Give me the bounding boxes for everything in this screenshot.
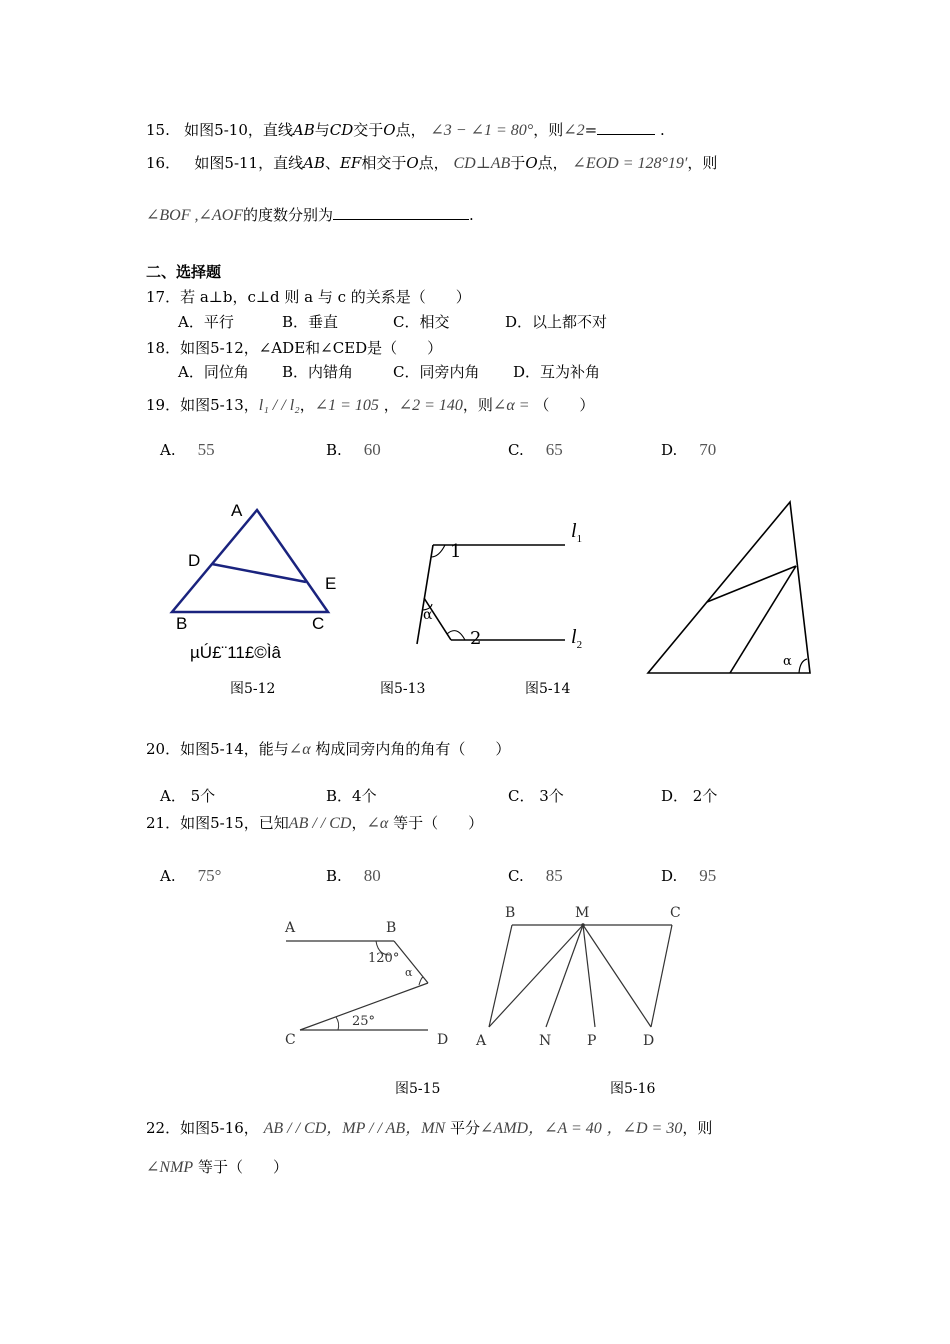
fig514-alpha: α (783, 654, 792, 669)
q21-option-b[interactable]: B. 80 (326, 866, 381, 885)
q17-option-d[interactable]: D．以上都不对 (505, 313, 608, 331)
fig516-a: A (476, 1033, 487, 1049)
fig513-caption: 图5-13 (380, 681, 426, 697)
question-16-line2: ∠BOF ,∠AOF的度数分别为 . (146, 206, 474, 224)
question-16: 16． 如图5-11，直线AB、EF相交于O点， CD⊥AB于O点， ∠EOD = 128°19′，则 (146, 154, 718, 172)
fig516-caption: 图5-16 (610, 1081, 656, 1097)
question-15: 15. 如图5-10，直线AB与CD交于O点， ∠3 − ∠1 = 80°，则∠2= . (146, 121, 665, 139)
segment-de (212, 564, 306, 582)
fig513-l1: $l_1$ (571, 520, 583, 545)
q21-option-d[interactable]: D. 95 (661, 866, 717, 885)
fig512-garbled-label: µÚ£¨11£©Ìâ (190, 643, 281, 662)
figure-5-15 (280, 935, 450, 1055)
fig516-d: D (643, 1033, 655, 1049)
question-19: 19．如图5-13，l₁ / / l₂，∠1 = 105 ，∠2 = 140，则∠α = （ ） (146, 396, 595, 414)
fig513-angle1: 1 (450, 541, 462, 562)
fig512-label-a: A (231, 501, 243, 520)
fig512-label-e: E (325, 574, 337, 593)
question-17: 17．若 a⊥b，c⊥d 则 a 与 c 的关系是（ ） (146, 288, 471, 306)
answer-blank-16[interactable] (333, 205, 469, 220)
fig512-label-c: C (312, 614, 325, 633)
q20-option-b[interactable]: B．4个 (326, 787, 377, 805)
q19-option-d[interactable]: D. 70 (661, 440, 717, 459)
fig516-n: N (539, 1033, 552, 1049)
fig513-angle2: 2 (470, 628, 482, 649)
q21-option-a[interactable]: A. 75° (160, 866, 222, 885)
question-18: 18．如图5-12，∠ADE和∠CED是（ ） (146, 339, 443, 357)
fig516-b: B (505, 905, 516, 921)
q17-option-c[interactable]: C．相交 (393, 313, 450, 331)
q19-option-c[interactable]: C. 65 (508, 440, 563, 459)
q21-option-c[interactable]: C. 85 (508, 866, 563, 885)
fig512-label-b: B (176, 614, 188, 633)
question-22-line2: ∠NMP 等于（ ） (146, 1158, 288, 1176)
q18-option-c[interactable]: C．同旁内角 (393, 363, 480, 381)
q20-option-a[interactable]: A． 5个 (160, 787, 216, 805)
question-22: 22．如图5-16， AB / / CD，MP / / AB，MN 平分∠AMD，∠A = 40 ，∠D = 30，则 (146, 1119, 713, 1137)
q20-option-d[interactable]: D． 2个 (661, 787, 718, 805)
fig516-p: P (587, 1033, 597, 1049)
fig514-caption: 图5-14 (525, 681, 571, 697)
figure-5-13 (410, 530, 590, 670)
question-20: 20．如图5-14，能与∠α 构成同旁内角的角有（ ） (146, 740, 511, 758)
fig515-angle25: 25° (352, 1014, 376, 1029)
q20-option-c[interactable]: C． 3个 (508, 787, 564, 805)
q19-option-b[interactable]: B. 60 (326, 440, 381, 459)
q18-option-b[interactable]: B．内错角 (282, 363, 354, 381)
fig516-c: C (670, 905, 681, 921)
q19-option-a[interactable]: A. 55 (160, 440, 215, 459)
figure-5-14 (640, 494, 820, 684)
question-21: 21．如图5-15，已知AB / / CD，∠α 等于（ ） (146, 814, 484, 832)
section-title: 二、选择题 (146, 263, 222, 281)
q18-option-a[interactable]: A．同位角 (178, 363, 249, 381)
fig515-caption: 图5-15 (395, 1081, 441, 1097)
figure-5-16 (480, 915, 700, 1045)
q17-option-b[interactable]: B．垂直 (282, 313, 339, 331)
fig512-label-d: D (188, 551, 201, 570)
fig513-l2: $l_2$ (571, 626, 583, 651)
fig515-angle120: 120° (368, 951, 400, 966)
q17-option-a[interactable]: A．平行 (178, 313, 234, 331)
answer-blank-15[interactable] (597, 120, 655, 135)
fig516-m: M (575, 905, 590, 921)
fig515-b: B (386, 920, 397, 936)
fig515-alpha: α (405, 966, 413, 979)
fig515-c: C (285, 1032, 296, 1048)
fig512-caption: 图5-12 (230, 681, 276, 697)
fig515-a: A (285, 920, 296, 936)
fig513-alpha: α (423, 607, 433, 623)
fig515-d: D (437, 1032, 449, 1048)
q18-option-d[interactable]: D．互为补角 (513, 363, 601, 381)
